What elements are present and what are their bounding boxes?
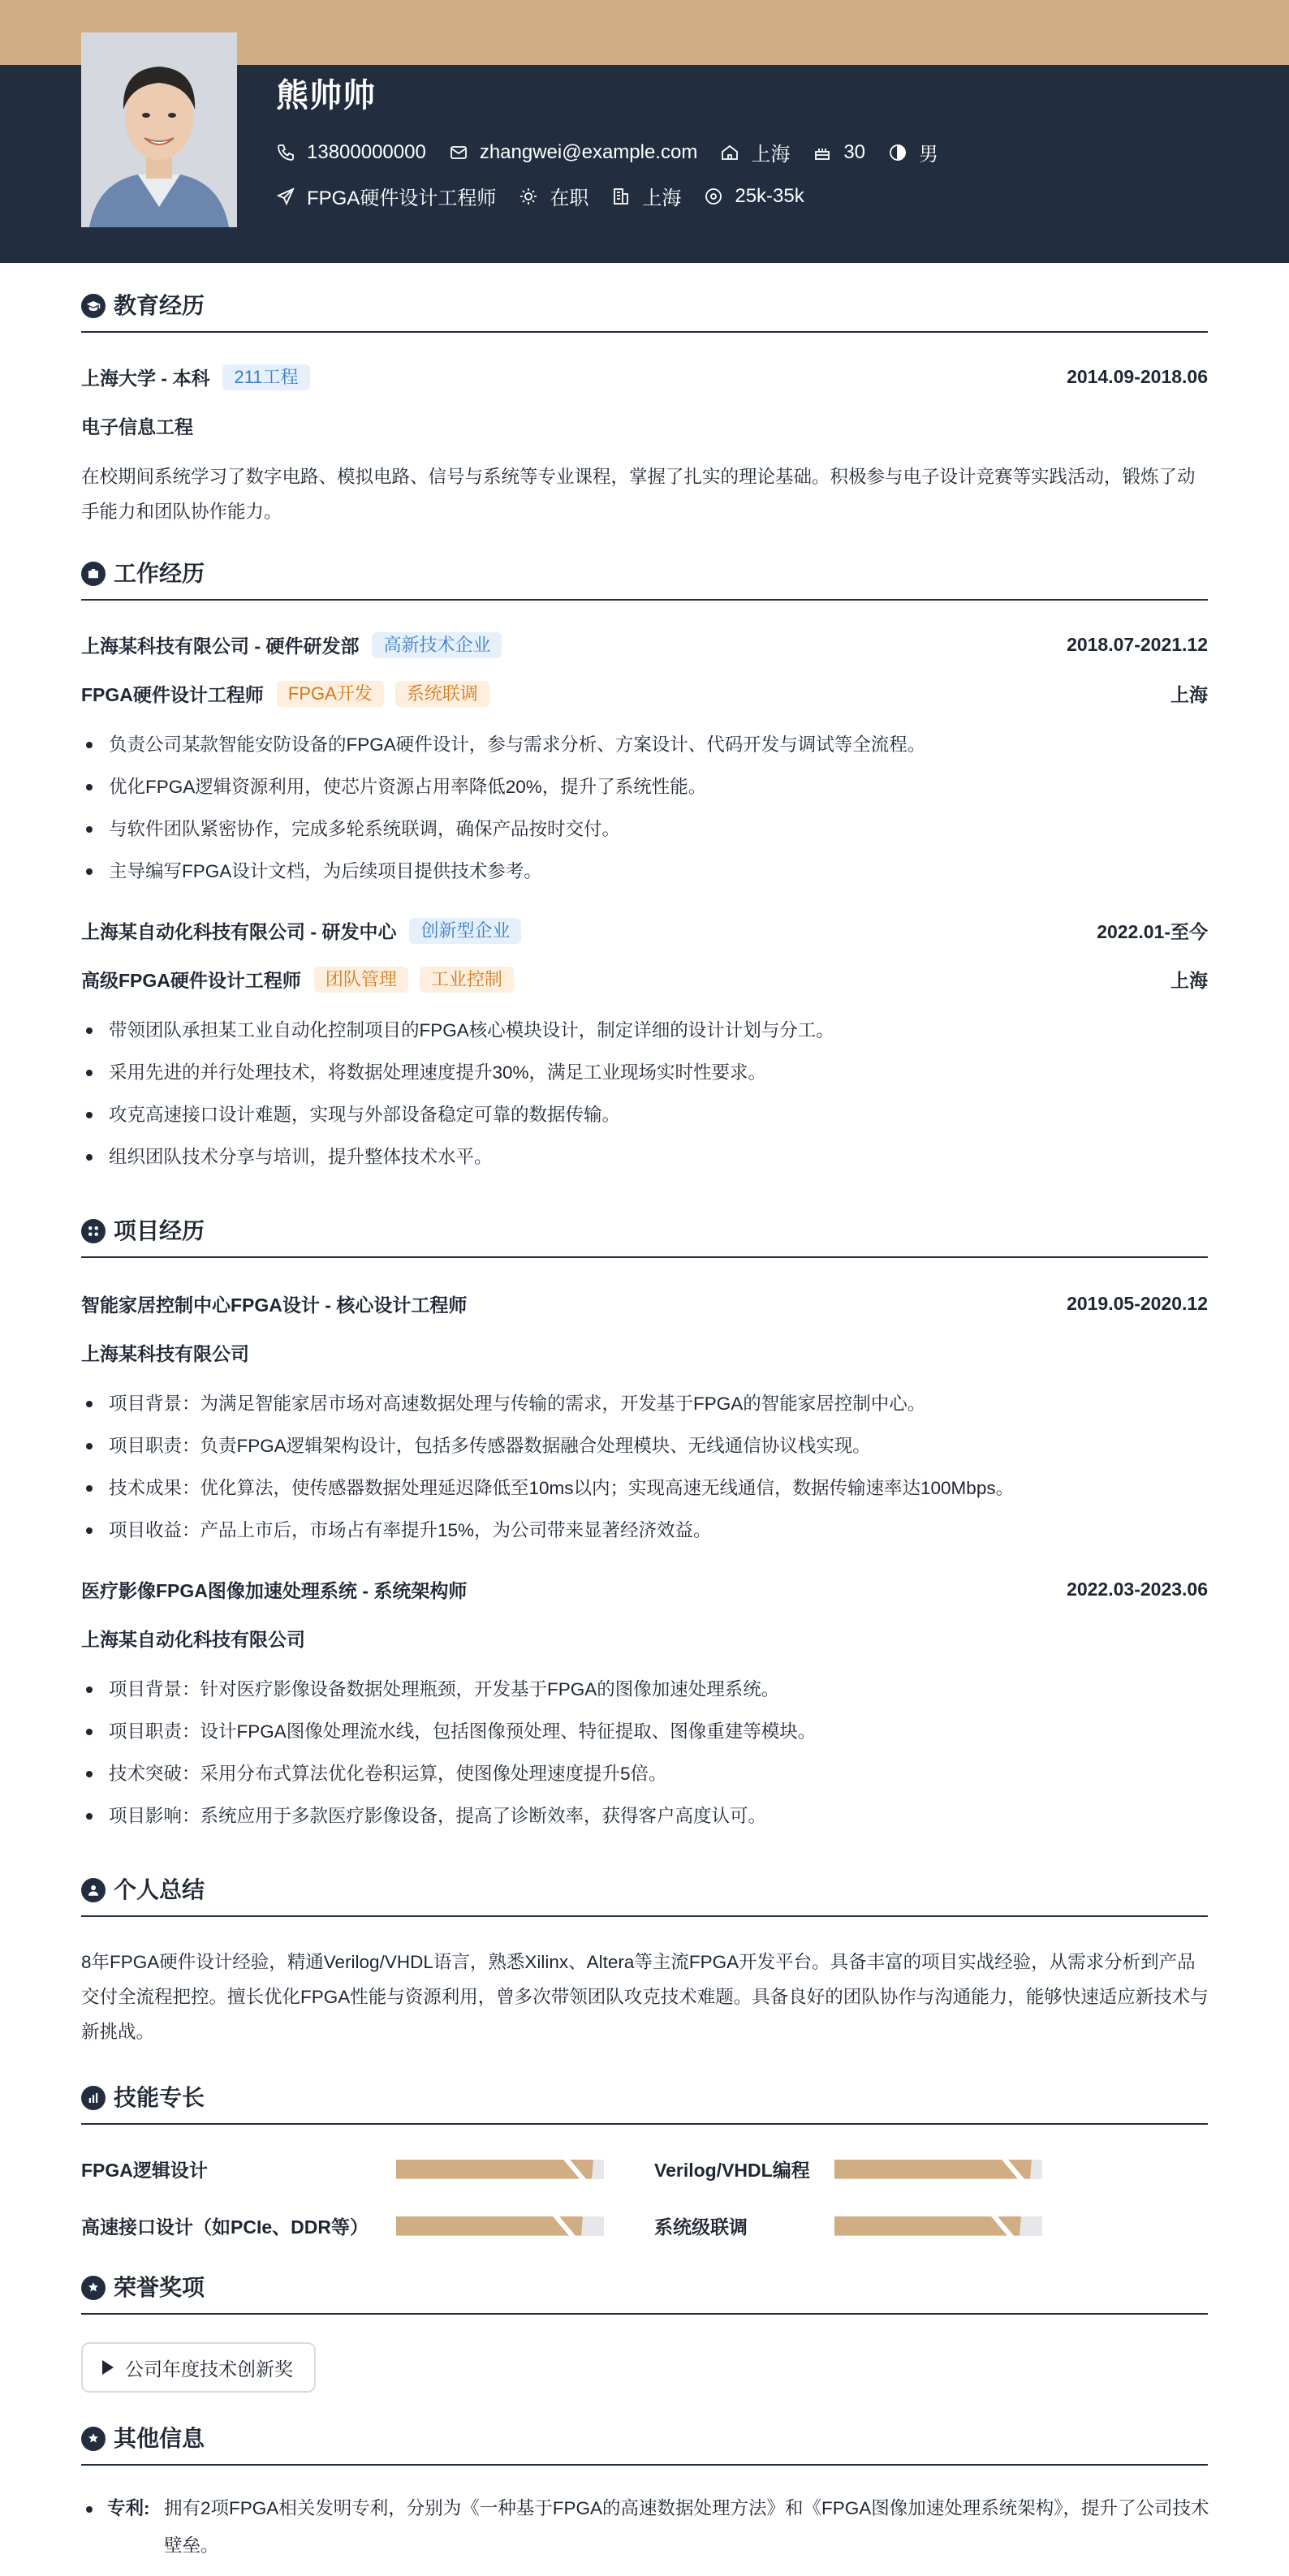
city-text: 上海 (642, 187, 682, 209)
list-item: 技术突破：采用分布式算法优化卷积运算，使图像处理速度提升5倍。 (81, 1753, 1208, 1795)
status-icon (519, 187, 538, 206)
gender-item (888, 138, 938, 166)
list-item: 组织团队技术分享与培训，提升整体技术水平。 (81, 1136, 1208, 1178)
job-1-company-tag: 高新技术企业 (372, 632, 502, 658)
patent-label: 专利: (107, 2498, 150, 2518)
salary-item (704, 185, 804, 208)
education-description: 在校期间系统学习了数字电路、模拟电路、信号与系统等专业课程，掌握了扎实的理论基础。积极参与电子设计竞赛等实践活动，锻炼了动手能力和团队协作能力。 (81, 467, 1196, 522)
graduation-cap-icon (81, 294, 106, 318)
project-1-header (81, 1290, 1208, 1317)
phone-text: 13800000000 (307, 140, 426, 163)
honor-text: 公司年度技术创新奖 (125, 2358, 293, 2380)
candidate-name: 熊帅帅 (276, 78, 376, 114)
cake-icon (813, 143, 832, 162)
project-2-company: 上海某自动化科技有限公司 (81, 1629, 305, 1650)
position-text: FPGA硬件设计工程师 (307, 187, 497, 209)
job-2-role-tag-2: 工业控制 (420, 967, 514, 993)
building-icon (611, 187, 631, 206)
send-icon (276, 187, 295, 206)
gender-text: 男 (919, 144, 939, 166)
salary-text: 25k-35k (735, 184, 804, 207)
school-tag: 211工程 (222, 364, 309, 390)
hometown-item (720, 138, 790, 166)
job-2-bullets (81, 1010, 1208, 1178)
status-item (519, 182, 588, 210)
projects-section-title: 项目经历 (81, 1216, 1208, 1258)
summary-section-title: 个人总结 (81, 1875, 1208, 1917)
chart-icon (81, 2086, 106, 2110)
briefcase-icon (81, 562, 106, 586)
job-1-role: FPGA硬件设计工程师 (81, 684, 264, 705)
age-text: 30 (843, 140, 866, 163)
job-1-bullets (81, 724, 1208, 893)
skill-bar (834, 2216, 1042, 2236)
list-item: 项目背景：为满足智能家居市场对高速数据处理与传输的需求，开发基于FPGA的智能家居控制中心。 (81, 1383, 1208, 1425)
skill-name: Verilog/VHDL编程 (654, 2160, 810, 2181)
list-item: 带领团队承担某工业自动化控制项目的FPGA核心模块设计，制定详细的设计计划与分工。 (81, 1010, 1208, 1052)
list-item: 采用先进的并行处理技术，将数据处理速度提升30%，满足工业现场实时性要求。 (81, 1052, 1208, 1094)
job-2-date: 2022.01-至今 (1097, 921, 1208, 942)
list-item: 项目收益：产品上市后，市场占有率提升15%，为公司带来显著经济效益。 (81, 1510, 1208, 1552)
honor-badge (81, 2342, 316, 2393)
triangle-icon (102, 2360, 114, 2375)
skill-row (654, 2212, 1042, 2239)
skill-row (81, 2212, 604, 2239)
list-item: 项目职责：负责FPGA逻辑架构设计，包括多传感器数据融合处理模块、无线通信协议栈实现。 (81, 1425, 1208, 1467)
project-2-date: 2022.03-2023.06 (1067, 1579, 1208, 1600)
skill-row (654, 2156, 1042, 2182)
age-item (813, 141, 865, 164)
list-item: 技术成果：优化算法，使传感器数据处理延迟降低至10ms以内；实现高速无线通信，数据传输速率达100Mbps。 (81, 1467, 1208, 1510)
list-item: 项目职责：设计FPGA图像处理流水线，包括图像预处理、特征提取、图像重建等模块。 (81, 1711, 1208, 1753)
job-1-header (81, 631, 1208, 658)
job-2-role: 高级FPGA硬件设计工程师 (81, 970, 301, 991)
skill-bar (834, 2160, 1042, 2179)
skill-name: 系统级联调 (654, 2216, 748, 2238)
skills-section-title: 技能专长 (81, 2083, 1208, 2125)
user-icon (81, 1878, 106, 1902)
mail-icon (449, 143, 468, 162)
project-1-name: 智能家居控制中心FPGA设计 - 核心设计工程师 (81, 1294, 468, 1316)
project-1-date: 2019.05-2020.12 (1067, 1293, 1208, 1314)
other-section-title: 其他信息 (81, 2423, 1208, 2466)
award-icon (81, 2276, 106, 2300)
status-text: 在职 (550, 187, 589, 209)
honors-section-title: 荣誉奖项 (81, 2272, 1208, 2315)
job-1-date: 2018.07-2021.12 (1067, 634, 1208, 655)
list-item: 项目影响：系统应用于多款医疗影像设备，提高了诊断效率，获得客户高度认可。 (81, 1795, 1208, 1837)
job-1-role-tag-2: 系统联调 (395, 681, 489, 707)
salary-icon (704, 187, 723, 206)
project-1-bullets (81, 1383, 1208, 1552)
project-2-name: 医疗影像FPGA图像加速处理系统 - 系统架构师 (81, 1580, 468, 1601)
position-item (276, 182, 496, 210)
education-date: 2014.09-2018.06 (1067, 366, 1208, 387)
list-item: 优化FPGA逻辑资源利用，使芯片资源占用率降低20%，提升了系统性能。 (81, 766, 1208, 808)
skill-bar-fill (834, 2160, 1032, 2179)
skill-bar-fill (396, 2160, 593, 2179)
list-item: 负责公司某款智能安防设备的FPGA硬件设计，参与需求分析、方案设计、代码开发与调试等全流程。 (81, 724, 1208, 766)
patent-text: 拥有2项FPGA相关发明专利，分别为《一种基于FPGA的高速数据处理方法》和《FPGA图像加速处理系统架构》，提升了公司技术壁垒。 (164, 2498, 1209, 2556)
education-header-row (81, 364, 1208, 390)
list-item: 主导编写FPGA设计文档，为后续项目提供技术参考。 (81, 851, 1208, 893)
contact-row (276, 138, 961, 166)
gender-icon (888, 143, 907, 162)
list-item: 项目背景：针对医疗影像设备数据处理瓶颈，开发基于FPGA的图像加速处理系统。 (81, 1669, 1208, 1711)
job-2-header (81, 917, 1208, 944)
major-row (81, 412, 1208, 439)
home-icon (720, 143, 739, 162)
skill-name: FPGA逻辑设计 (81, 2160, 208, 2181)
job-2-company-tag: 创新型企业 (409, 918, 521, 944)
list-item: 与软件团队紧密协作，完成多轮系统联调，确保产品按时交付。 (81, 808, 1208, 851)
job-2-role-row (81, 966, 1208, 993)
project-1-company: 上海某科技有限公司 (81, 1343, 249, 1364)
project-1-company-row (81, 1339, 1208, 1366)
phone-item (276, 141, 426, 164)
list-item: 攻克高速接口设计难题，实现与外部设备稳定可靠的数据传输。 (81, 1094, 1208, 1136)
work-section-title: 工作经历 (81, 558, 1208, 601)
profile-photo (81, 32, 237, 227)
project-2-bullets (81, 1669, 1208, 1837)
project-2-header (81, 1576, 1208, 1603)
grid-icon (81, 1219, 106, 1243)
skill-row (81, 2156, 604, 2182)
job-1-role-row (81, 680, 1208, 707)
email-text: zhangwei@example.com (479, 140, 698, 163)
hometown-text: 上海 (751, 144, 791, 166)
major: 电子信息工程 (81, 416, 193, 437)
job-intent-row (276, 182, 827, 210)
job-2-company: 上海某自动化科技有限公司 - 研发中心 (81, 921, 397, 942)
project-2-company-row (81, 1625, 1208, 1652)
summary-text: 8年FPGA硬件设计经验，精通Verilog/VHDL语言，熟悉Xilinx、Altera等主流FPGA开发平台。具备丰富的项目实战经验，从需求分析到产品交付全流程把控。擅长优化FPGA性能与资源利用，曾多次带领团队攻克技术难题。具备良好的团队协作与沟通能力，能够快速适应新技术与新挑战。 (81, 1952, 1209, 2042)
job-2-role-tag-1: 团队管理 (314, 967, 408, 993)
skill-name: 高速接口设计（如PCIe、DDR等） (81, 2216, 369, 2238)
job-1-company: 上海某科技有限公司 - 硬件研发部 (81, 635, 360, 657)
email-item (449, 141, 698, 164)
education-section-title: 教育经历 (81, 291, 1208, 333)
info-icon (81, 2427, 106, 2451)
school-name: 上海大学 - 本科 (81, 368, 210, 389)
job-1-role-tag-1: FPGA开发 (277, 681, 384, 707)
phone-icon (276, 143, 295, 162)
city-item (611, 182, 681, 210)
skill-bar (396, 2160, 604, 2179)
skill-bar (396, 2216, 604, 2236)
job-2-location: 上海 (1170, 970, 1208, 991)
job-1-location: 上海 (1170, 684, 1208, 705)
